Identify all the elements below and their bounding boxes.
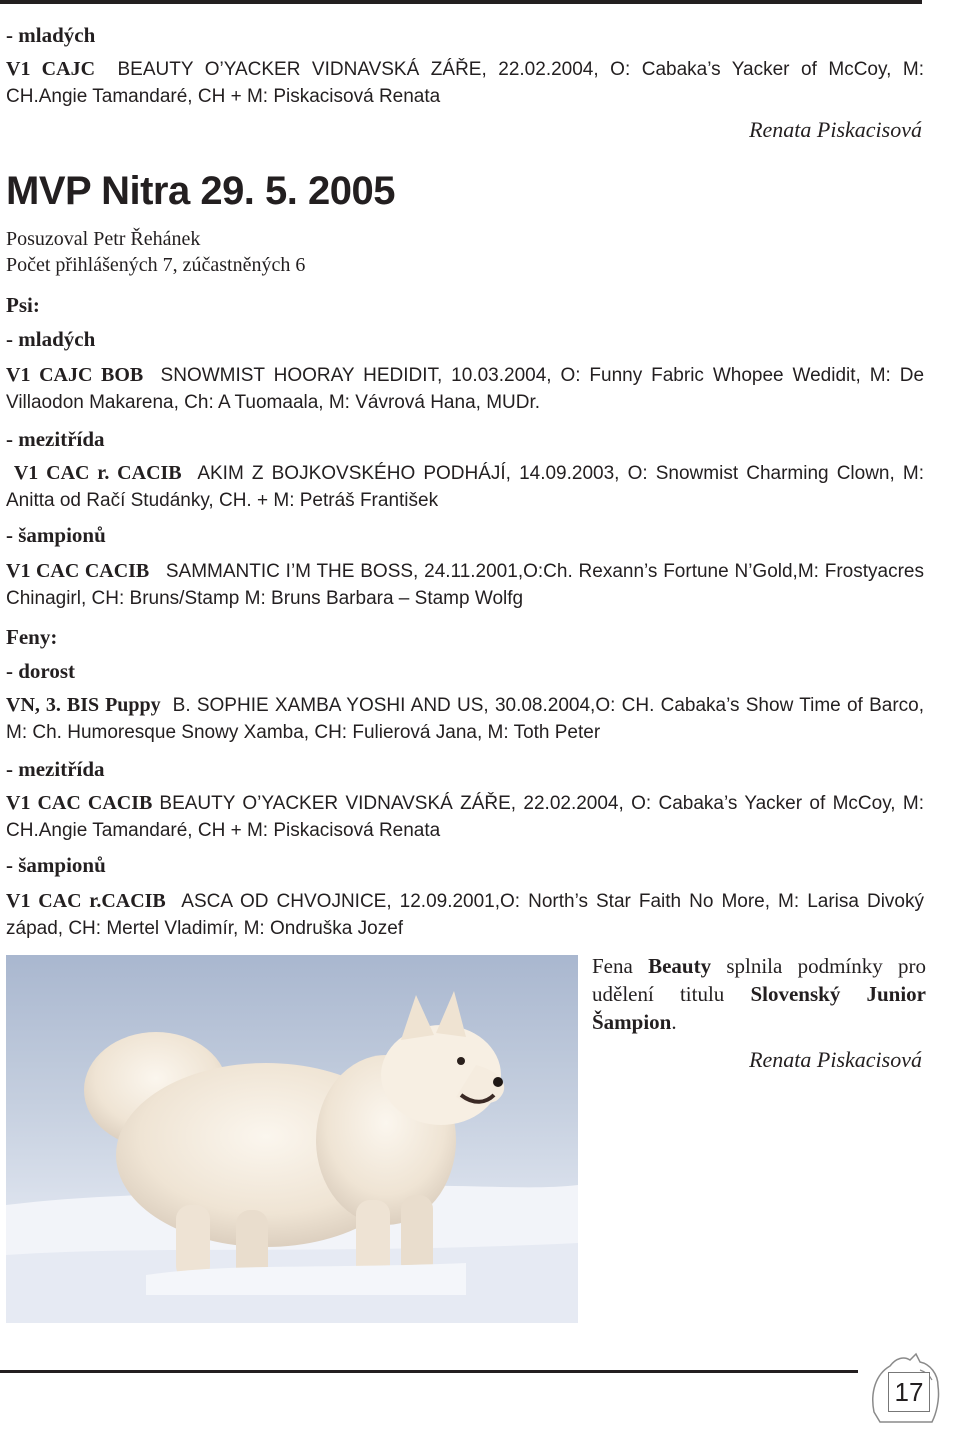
entry-label: V1 CAC CACIB xyxy=(6,792,153,814)
entry-text: SNOWMIST HOORAY HEDIDIT, 10.03.2004, O: Funny Fabric Whopee Wedidit, M: De Villaodon Makarena, Ch: A Tuomaala, M: Vávrová Hana, MUDr. xyxy=(6,365,925,413)
page-number-box xyxy=(866,1352,946,1426)
entry-snowmist xyxy=(6,362,924,416)
bitches-champions-heading: - šampionů xyxy=(6,853,106,877)
dogs-heading: Psi: xyxy=(6,293,40,317)
bitches-intermediate-heading: - mezitřída xyxy=(6,757,105,781)
dogs-intermediate-heading: - mezitřída xyxy=(6,427,105,451)
entry-label: V1 CAC r.CACIB xyxy=(6,890,166,912)
dogs-young-heading: - mladých xyxy=(6,327,96,351)
section-heading-young-top: - mladých xyxy=(6,23,96,47)
entry-text: B. SOPHIE XAMBA YOSHI AND US, 30.08.2004,O: CH. Cabaka’s Show Time of Barco, M: Ch. Humoresque Snowy Xamba, CH: Fulierová Jana, M: Toth Peter xyxy=(6,695,925,743)
event-entries: Počet přihlášených 7, zúčastněných 6 xyxy=(6,254,306,276)
event-judge: Posuzoval Petr Řehánek xyxy=(6,228,201,250)
entry-sammantic xyxy=(6,558,924,612)
entry-text: BEAUTY O’YACKER VIDNAVSKÁ ZÁŘE, 22.02.2004, O: Cabaka’s Yacker of McCoy, M: CH.Angie Tamandaré, CH + M: Piskacisová Renata xyxy=(6,793,924,841)
entry-beauty-cacib xyxy=(6,790,924,844)
caption-text: Fena xyxy=(592,954,649,978)
caption-dog-name: Beauty xyxy=(648,954,712,978)
photo-caption xyxy=(592,952,926,1036)
signature-top: Renata Piskacisová xyxy=(749,117,922,142)
bitches-puppy-heading: - dorost xyxy=(6,659,76,683)
entry-label: V1 CAJC BOB xyxy=(6,364,144,386)
entry-label: V1 CAC CACIB xyxy=(6,560,150,582)
dogs-champions-heading: - šampionů xyxy=(6,523,106,547)
entry-text: ASCA OD CHVOJNICE, 12.09.2001,O: North’s Star Faith No More, M: Larisa Divoký západ, CH: Mertel Vladimír, M: Ondruška Jozef xyxy=(6,891,924,939)
entry-text: AKIM Z BOJKOVSKÉHO PODHÁJÍ, 14.09.2003, O: Snowmist Charming Clown, M: Anitta od Račí Studánky, CH. + M: Petráš František xyxy=(6,463,925,511)
samoyed-illustration xyxy=(6,955,578,1323)
bottom-rule xyxy=(0,1370,858,1373)
caption-text: splnila podmínky pro udělení titulu xyxy=(592,954,926,1006)
entry-sophie xyxy=(6,692,924,746)
entry-asca xyxy=(6,888,924,942)
signature-bottom: Renata Piskacisová xyxy=(749,1047,922,1072)
page-number: 17 xyxy=(888,1372,930,1412)
top-rule xyxy=(0,0,922,4)
entry-text: SAMMANTIC I’M THE BOSS, 24.11.2001,O:Ch. Rexann’s Fortune N’Gold,M: Frostyacres Chinagirl, CH: Bruns/Stamp M: Bruns Barbara – Stamp Wolfg xyxy=(6,561,924,609)
entry-text: BEAUTY O’YACKER VIDNAVSKÁ ZÁŘE, 22.02.2004, O: Cabaka’s Yacker of McCoy, M: CH.Angie Tamandaré, CH + M: Piskacisová Renata xyxy=(6,59,924,107)
entry-beauty-cajc xyxy=(6,56,924,110)
entry-akim xyxy=(6,460,924,514)
event-title: MVP Nitra 29. 5. 2005 xyxy=(6,169,395,213)
entry-label: V1 CAJC xyxy=(6,58,96,80)
bitches-heading: Feny: xyxy=(6,625,58,649)
entry-label: V1 CAC r. CACIB xyxy=(13,462,182,484)
caption-title: Slovenský Junior Šampion xyxy=(592,982,926,1034)
entry-label: VN, 3. BIS Puppy xyxy=(6,694,161,716)
caption-text: . xyxy=(671,1010,677,1034)
dog-photo xyxy=(6,955,578,1323)
